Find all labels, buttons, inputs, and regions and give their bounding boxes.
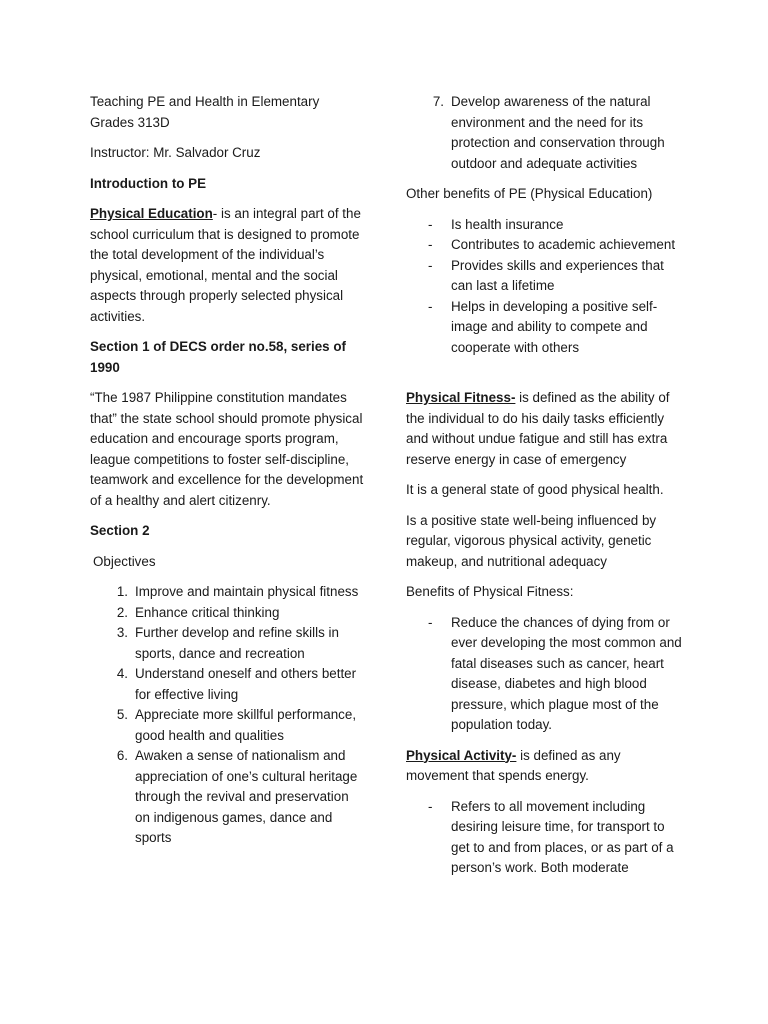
item-text: Awaken a sense of nationalism and appreciation of one’s cultural heritage through the revival and preservation on indigenous games, dance and sports (135, 748, 358, 845)
instructor-line: Instructor: Mr. Salvador Cruz (90, 145, 261, 160)
pa-list (406, 797, 686, 879)
list-item (90, 746, 365, 849)
item-number: 3. (116, 625, 128, 640)
pf-term: Physical Fitness- (406, 390, 516, 405)
right-column (406, 92, 686, 889)
pe-term: Physical Education (90, 206, 213, 221)
pa-term: Physical Activity- (406, 747, 517, 763)
pf-def-text: is defined as the ability of the individual to do his daily tasks efficiently and without undue fatigue and still has extra reserve energy in case of emergency (406, 390, 670, 467)
objectives-list (90, 582, 365, 849)
list-item (406, 297, 686, 359)
intro-heading: Introduction to PE (90, 175, 207, 191)
dash-bullet: - (428, 298, 433, 314)
dash-bullet: - (428, 237, 433, 252)
list-item (406, 613, 686, 736)
dash-bullet: - (428, 257, 433, 273)
list-item (90, 582, 365, 603)
item-text: Is health insurance (451, 216, 564, 232)
pe-def-text: - is an integral part of the school curriculum that is designed to promote the total development of the individual’s physical, emotional, mental and the social aspects through properly selected physical activities. (90, 206, 361, 324)
pf-general: It is a general state of good physical health. (406, 482, 664, 497)
item-number: 5. (116, 707, 128, 722)
dash-bullet: - (428, 798, 433, 814)
pe-definition (90, 204, 365, 327)
item-text: Appreciate more skillful performance, good health and qualities (135, 707, 357, 743)
item-text: Helps in developing a positive self-image and ability to compete and cooperate with others (451, 298, 658, 355)
pf-benefits-list (406, 613, 686, 736)
item-text: Understand oneself and others better for effective living (135, 666, 357, 702)
item-number: 6. (116, 748, 128, 763)
pf-benefits-label: Benefits of Physical Fitness: (406, 584, 574, 599)
section1-text: “The 1987 Philippine constitution mandates that” the state school should promote physical education and encourage sports program, league competitions to foster self-discipline, teamwork and excellence for the development of a healthy and alert citizenry. (90, 390, 364, 508)
objectives-list-continued (406, 92, 686, 174)
item-number: 1. (116, 584, 128, 599)
objectives-label: Objectives (93, 553, 156, 569)
other-benefits-label: Other benefits of PE (Physical Education) (406, 186, 653, 201)
spacer (406, 368, 686, 388)
section1-heading: Section 1 of DECS order no.58, series of 1990 (90, 339, 346, 375)
list-item (90, 664, 365, 705)
pf-definition (406, 388, 686, 470)
item-text: Improve and maintain physical fitness (135, 584, 359, 599)
item-text: Develop awareness of the natural environment and the need for its protection and conservation through outdoor and adequate activities (451, 94, 665, 171)
item-text: Contributes to academic achievement (451, 237, 676, 252)
pa-def-text: is defined as any movement that spends energy. (406, 747, 621, 783)
item-number: 2. (116, 604, 128, 620)
dash-bullet: - (428, 614, 433, 630)
list-item (90, 623, 365, 664)
item-text: Enhance critical thinking (135, 604, 280, 620)
item-number: 7. (432, 94, 444, 109)
pf-positive: Is a positive state well-being influenced by regular, vigorous physical activity, genetic makeup, and nutritional adequacy (406, 512, 657, 569)
list-item (406, 797, 686, 879)
list-item (90, 705, 365, 746)
pa-definition (406, 746, 686, 787)
list-item (406, 215, 686, 236)
item-text: Refers to all movement including desiring leisure time, for transport to get to and from places, or as part of a person’s work. Both moderate (451, 798, 674, 875)
item-number: 4. (116, 666, 128, 681)
left-column (90, 92, 365, 859)
dash-bullet: - (428, 216, 433, 232)
list-item (406, 92, 686, 174)
course-title: Teaching PE and Health in Elementary Grades 313D (90, 94, 320, 130)
list-item (406, 256, 686, 297)
item-text: Reduce the chances of dying from or ever developing the most common and fatal diseases such as cancer, heart disease, diabetes and high blood pressure, which plague most of the population today. (451, 614, 682, 732)
other-benefits-list (406, 215, 686, 359)
item-text: Provides skills and experiences that can last a lifetime (451, 257, 664, 293)
list-item (90, 603, 365, 624)
list-item (406, 235, 686, 256)
item-text: Further develop and refine skills in sports, dance and recreation (135, 625, 339, 661)
section2-heading: Section 2 (90, 523, 150, 538)
